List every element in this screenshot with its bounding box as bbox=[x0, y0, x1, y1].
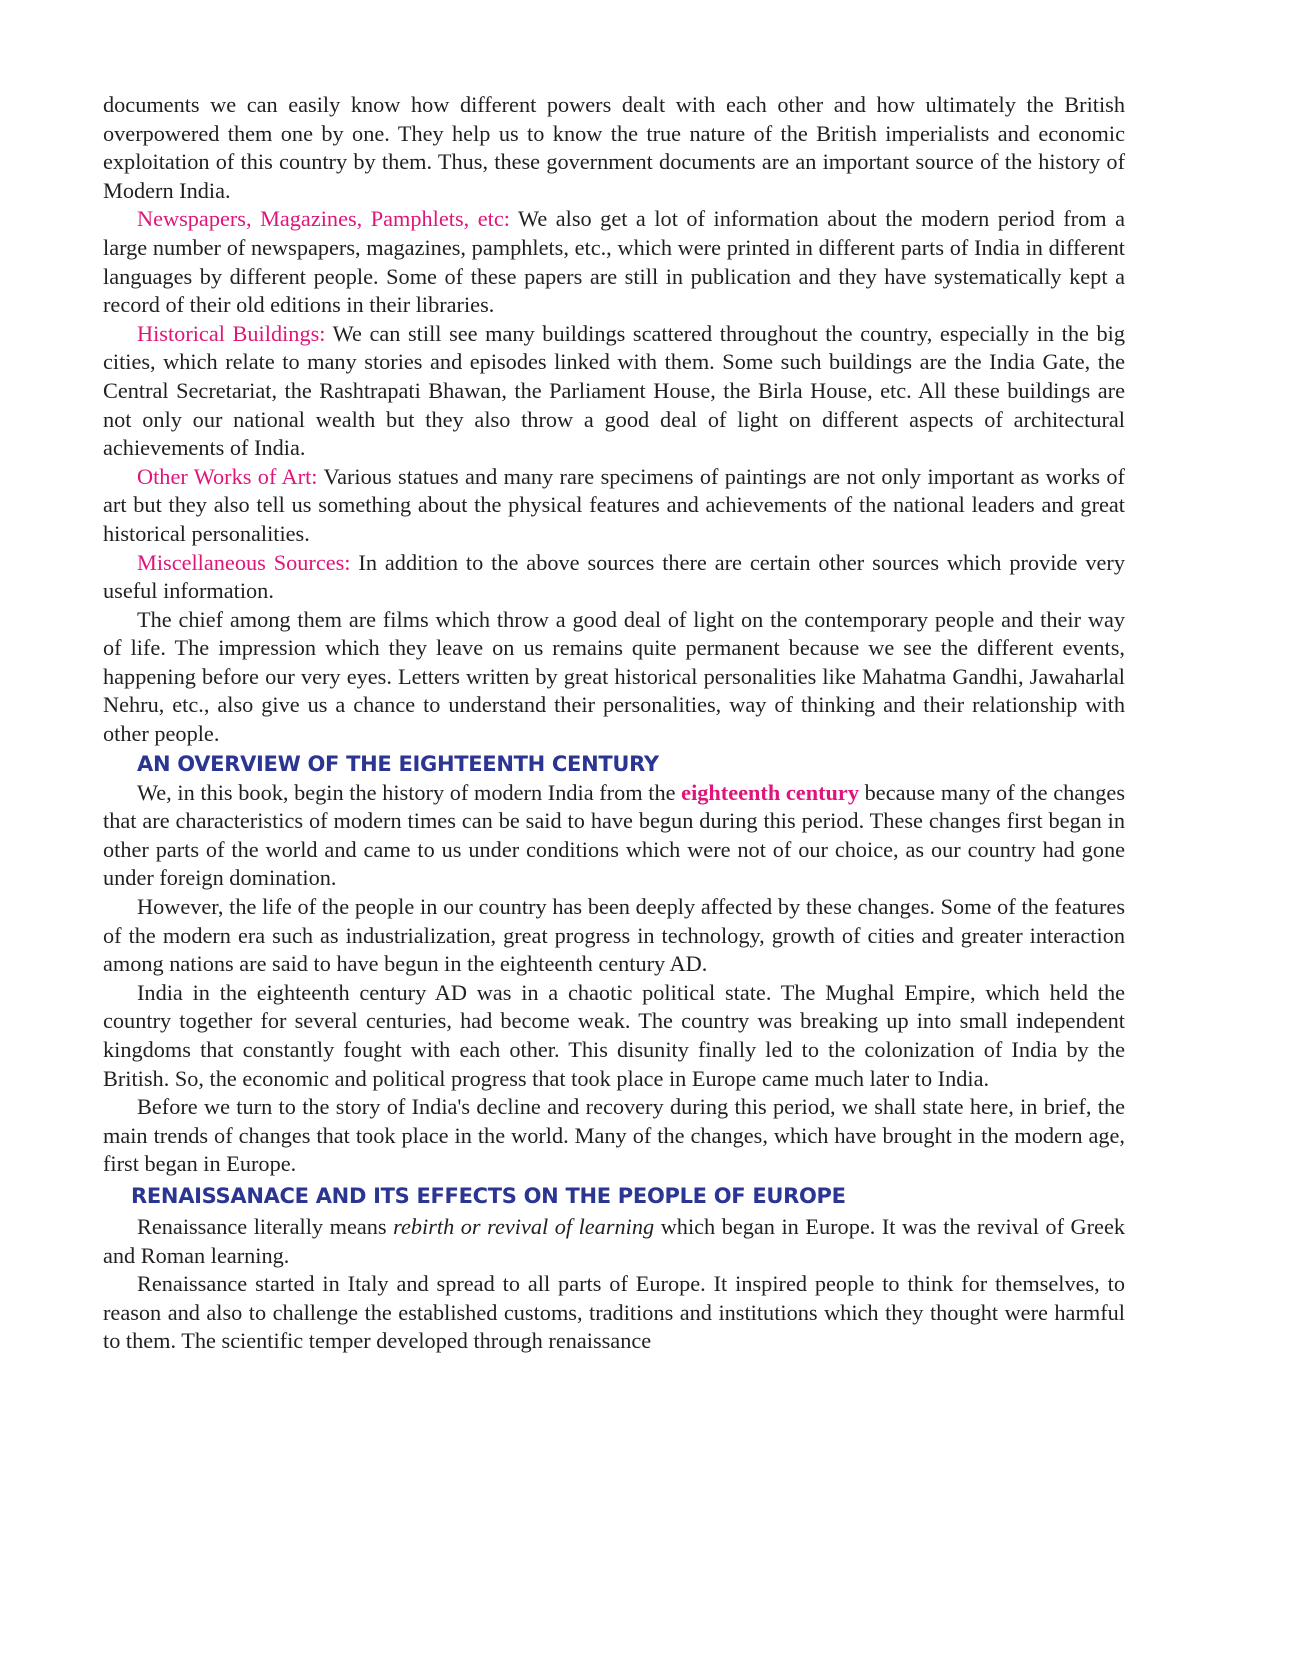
paragraph bbox=[103, 549, 1125, 606]
paragraph bbox=[103, 320, 1125, 463]
paragraph-lead: Other Works of Art: bbox=[137, 463, 318, 489]
highlight-term: eighteenth century bbox=[681, 779, 859, 805]
paragraph-lead: Historical Buildings: bbox=[137, 320, 326, 346]
document-page bbox=[103, 91, 1125, 1356]
paragraph-text: In addition to the above sources there are certain other sources which provide very useful information. bbox=[103, 549, 1125, 604]
emphasis-text: rebirth or revival of learning bbox=[393, 1213, 655, 1239]
paragraph bbox=[103, 1213, 1125, 1270]
paragraph-text: because many of the changes that are characteristics of modern times can be said to have begun during this period. These changes first began in other parts of the world and came to us under conditions which were not of our choice, as our country had gone under foreign domination. bbox=[103, 779, 1126, 891]
paragraph: Before we turn to the story of India's decline and recovery during this period, we shall state here, in brief, the main trends of changes that took place in the world. Many of the changes, which have brought in the modern age, first began in Europe. bbox=[103, 1094, 1125, 1177]
paragraph-text: We, in this book, begin the history of modern India from the bbox=[137, 779, 682, 805]
paragraph bbox=[103, 463, 1125, 549]
paragraph: The chief among them are films which throw a good deal of light on the contemporary people and their way of life. The impression which they leave on us remains quite permanent because we see the different events, happening before our very eyes. Letters written by great historical personalities like Mahatma Gandhi, Jawaharlal Nehru, etc., also give us a chance to understand their personalities, way of thinking and their relationship with other people. bbox=[103, 606, 1125, 747]
paragraph: India in the eighteenth century AD was in a chaotic political state. The Mughal Empire, which held the country together for several centuries, had become weak. The country was breaking up into small independent kingdoms that constantly fought with each other. This disunity finally led to the colonization of India by the British. So, the economic and political progress that took place in Europe came much later to India. bbox=[103, 979, 1125, 1091]
section-heading: RENAISSANACE AND ITS EFFECTS ON THE PEOPLE OF EUROPE bbox=[131, 1183, 846, 1208]
paragraph-text: Various statues and many rare specimens of paintings are not only important as works of art but they also tell us something about the physical features and achievements of the national leaders and great historical personalities. bbox=[103, 463, 1125, 546]
paragraph-lead: Miscellaneous Sources: bbox=[137, 549, 351, 575]
section-heading: AN OVERVIEW OF THE EIGHTEENTH CENTURY bbox=[137, 751, 659, 776]
paragraph-text: We also get a lot of information about the modern period from a large number of newspapers, magazines, pamphlets, etc., which were printed in different parts of India in different languages by different people. Some of these papers are still in publication and they have systematically kept a record of their old editions in their libraries. bbox=[103, 206, 1126, 318]
paragraph: Renaissance started in Italy and spread to all parts of Europe. It inspired people to think for themselves, to reason and also to challenge the established customs, traditions and institutions which they thought were harmful to them. The scientific temper developed through renaissance bbox=[103, 1271, 1125, 1354]
paragraph-text: We can still see many buildings scattered throughout the country, especially in the big cities, which relate to many stories and episodes linked with them. Some such buildings are the India Gate, the Central Secretariat, the Rashtrapati Bhawan, the Parliament House, the Birla House, etc. All these buildings are not only our national wealth but they also throw a good deal of light on different aspects of architectural achievements of India. bbox=[103, 320, 1125, 461]
paragraph-lead: Newspapers, Magazines, Pamphlets, etc: bbox=[137, 206, 510, 232]
paragraph-text: which began in Europe. It was the revival of Greek and Roman learning. bbox=[103, 1213, 1125, 1268]
paragraph: However, the life of the people in our country has been deeply affected by these changes. Some of the features of the modern era such as industrialization, great progress in technology, growth of cities and greater interaction among nations are said to have begun in the eighteenth century AD. bbox=[103, 894, 1125, 977]
paragraph-text: Renaissance literally means bbox=[137, 1213, 394, 1239]
paragraph bbox=[103, 205, 1125, 319]
paragraph bbox=[103, 779, 1125, 893]
paragraph: documents we can easily know how different powers dealt with each other and how ultimately the British overpowered them one by one. They help us to know the true nature of the British imperialists and economic exploitation of this country by them. Thus, these government documents are an important source of the history of Modern India. bbox=[103, 92, 1125, 203]
